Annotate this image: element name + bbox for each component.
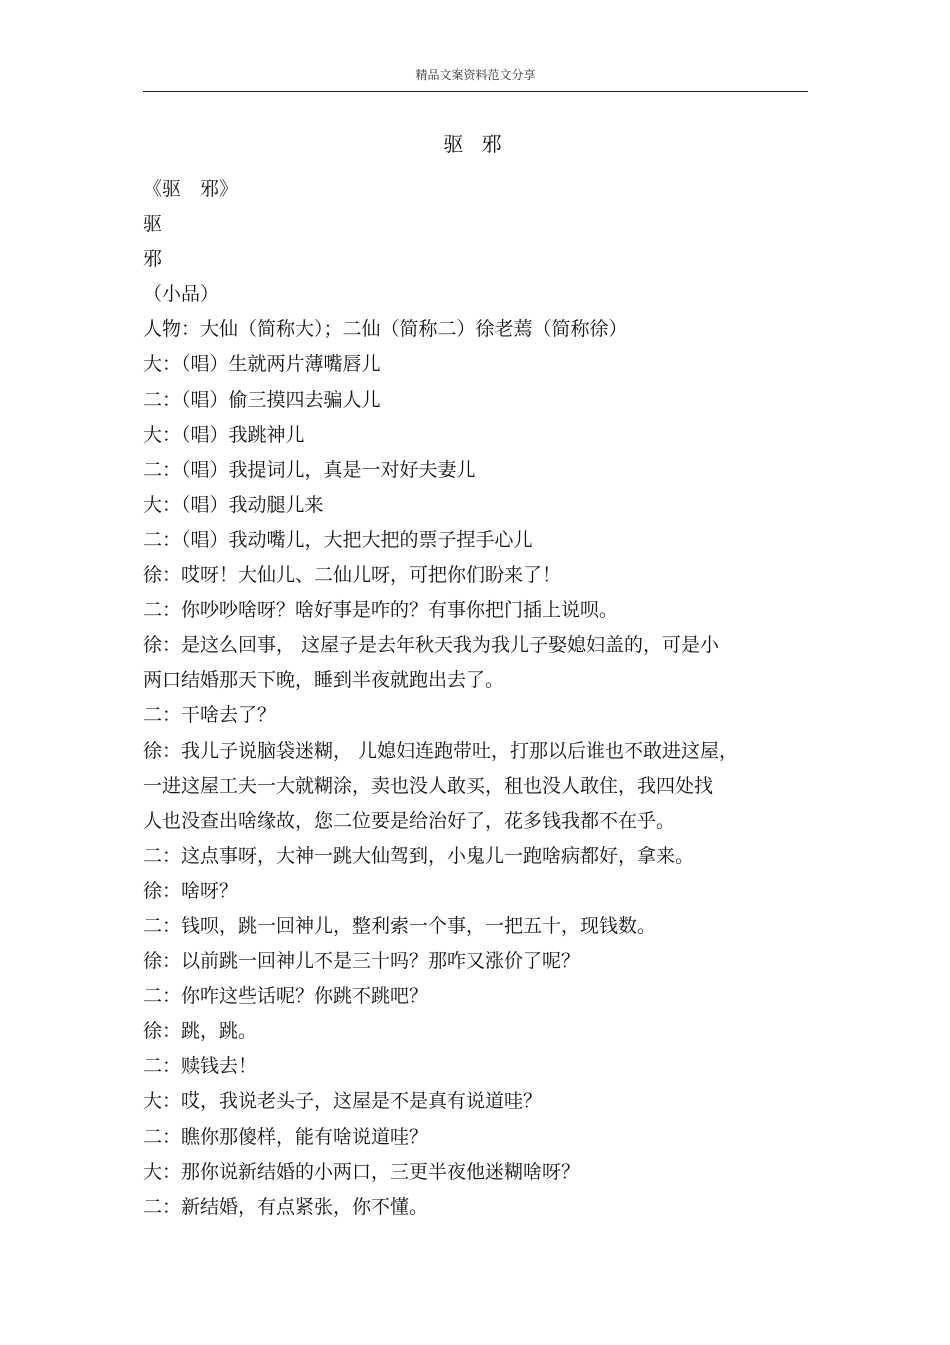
text-line: 大：哎，我说老头子，这屋是不是真有说道哇？: [143, 1090, 543, 1113]
text-line: 徐：跳，跳。: [143, 1020, 258, 1043]
text-line: 驱: [143, 213, 163, 236]
header-divider: [143, 91, 808, 92]
text-line: 大：（唱）我跳神儿: [143, 423, 305, 446]
text-line: 徐：我儿子说脑袋迷糊， 儿媳妇连跑带吐，打那以后谁也不敢进这屋，: [143, 739, 739, 762]
text-line: 二：（唱）我动嘴儿，大把大把的票子捏手心儿: [143, 528, 533, 551]
text-line: 一进这屋工夫一大就糊涂，卖也没人敢买，租也没人敢住，我四处找: [143, 774, 714, 797]
text-line: 二：这点事呀，大神一跳大仙驾到，小鬼儿一跑啥病都好，拿来。: [143, 844, 695, 867]
text-line: 徐：是这么回事， 这屋子是去年秋天我为我儿子娶媳妇盖的，可是小: [143, 634, 720, 657]
text-line: 二：干啥去了？: [143, 704, 277, 727]
text-line: 大：（唱）生就两片薄嘴唇儿: [143, 353, 381, 376]
document-title: 驱 邪: [443, 132, 508, 156]
text-line: 大：那你说新结婚的小两口，三更半夜他迷糊啥呀？: [143, 1160, 581, 1183]
document-body: [143, 172, 783, 1225]
text-line: （小品）: [143, 283, 220, 306]
text-line: 两口结婚那天下晚，睡到半夜就跑出去了。: [143, 669, 505, 692]
text-line: 徐：哎呀！大仙儿、二仙儿呀，可把你们盼来了！: [143, 564, 562, 587]
text-line: 二：你咋这些话呢？你跳不跳吧？: [143, 985, 429, 1008]
text-line: 《驱 邪》: [143, 178, 239, 200]
text-line: 邪: [143, 248, 163, 271]
text-line: 人物：大仙（简称大）；二仙（简称二）徐老蔫（简称徐）: [143, 318, 628, 341]
text-line: 二：赎钱去！: [143, 1055, 258, 1078]
text-line: 二：新结婚，有点紧张，你不懂。: [143, 1195, 429, 1218]
page-header: 精品文案资料范文分享: [415, 68, 536, 82]
text-line: 二：（唱）偷三摸四去骗人儿: [143, 388, 381, 411]
text-line: 徐：以前跳一回神儿不是三十吗？那咋又涨价了呢？: [143, 950, 581, 973]
text-line: 二：（唱）我提词儿，真是一对好夫妻儿: [143, 458, 476, 481]
text-line: 徐：啥呀？: [143, 879, 239, 902]
text-line: 二：瞧你那傻样，能有啥说道哇？: [143, 1125, 429, 1148]
text-line: 二：你吵吵啥呀？啥好事是咋的？有事你把门插上说呗。: [143, 599, 619, 622]
text-line: 二：钱呗，跳一回神儿，整利索一个事，一把五十，现钱数。: [143, 914, 657, 937]
text-line: 大：（唱）我动腿儿来: [143, 493, 324, 516]
text-line: 人也没查出啥缘故，您二位要是给治好了，花多钱我都不在乎。: [143, 809, 676, 832]
